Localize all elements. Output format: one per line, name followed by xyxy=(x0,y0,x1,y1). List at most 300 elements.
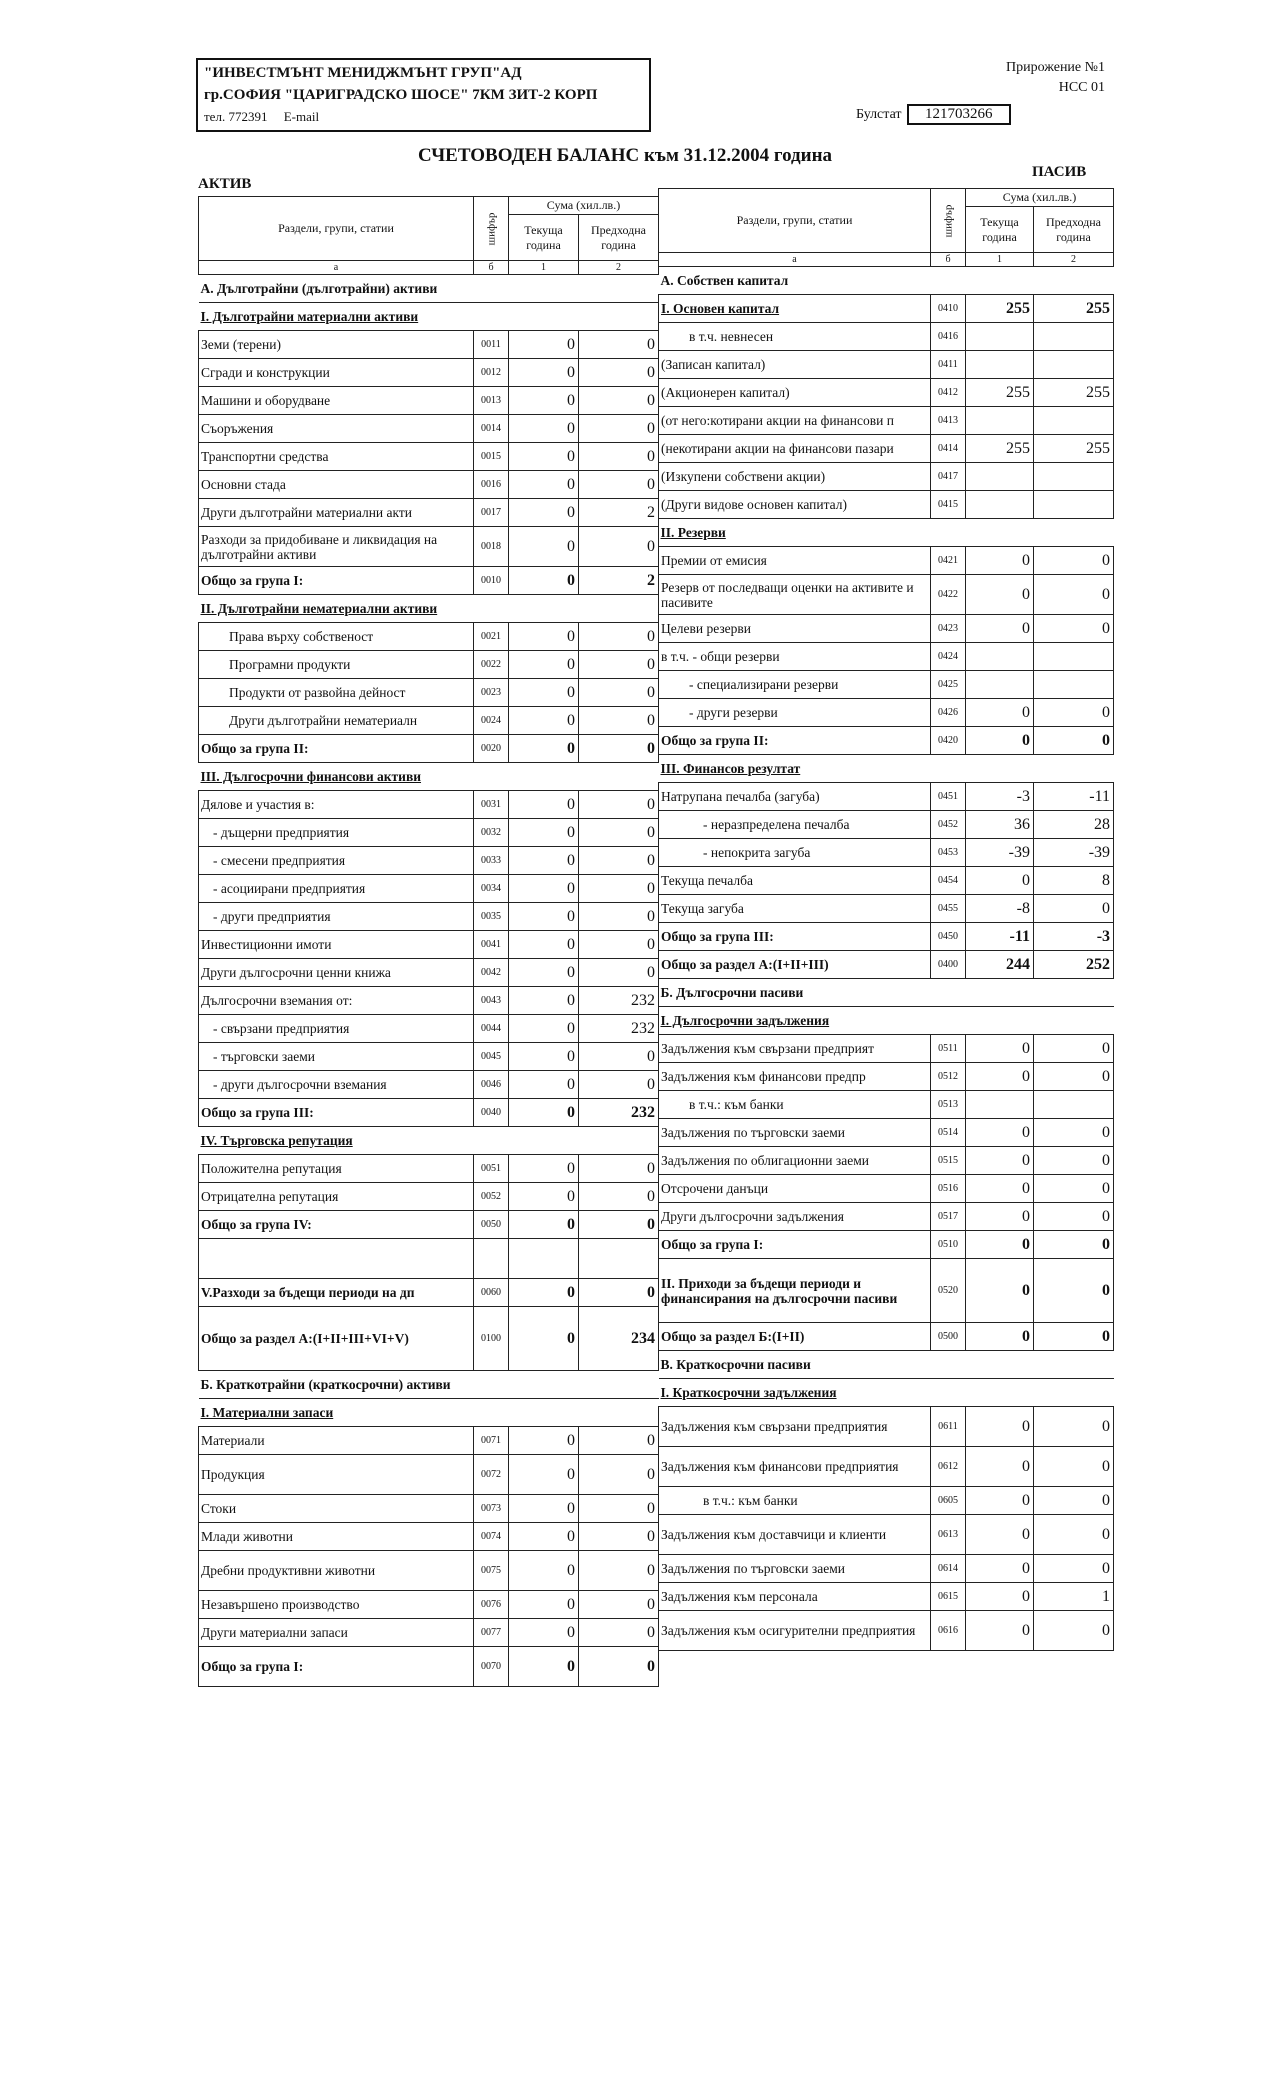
table-row xyxy=(199,1127,659,1155)
previous-year-value xyxy=(1034,491,1114,519)
row-label: Задължения към свързани предприятия xyxy=(659,1407,931,1447)
row-code: 0043 xyxy=(474,987,509,1015)
table-row xyxy=(199,679,659,707)
table-row xyxy=(199,1591,659,1619)
current-year-value: 0 xyxy=(509,1015,579,1043)
row-label: Общо за група III: xyxy=(659,923,931,951)
assets-table xyxy=(198,196,659,1687)
previous-year-value xyxy=(1034,463,1114,491)
bulstat xyxy=(856,104,1011,125)
current-year-value: 0 xyxy=(966,1147,1034,1175)
current-year-value xyxy=(966,351,1034,379)
table-row xyxy=(659,1119,1114,1147)
company-name: "ИНВЕСТМЪНТ МЕНИДЖМЪНТ ГРУП"АД xyxy=(204,65,522,81)
row-label: I. Основен капитал xyxy=(659,295,931,323)
table-row xyxy=(659,379,1114,407)
table-row xyxy=(199,791,659,819)
table-row xyxy=(199,1523,659,1551)
table-row xyxy=(199,959,659,987)
previous-year-value: 0 xyxy=(579,1455,659,1495)
current-year-value xyxy=(966,1091,1034,1119)
table-row xyxy=(199,1371,659,1399)
previous-year-value: 0 xyxy=(1034,699,1114,727)
row-label: - свързани предприятия xyxy=(199,1015,474,1043)
row-code: 0611 xyxy=(931,1407,966,1447)
row-label: Премии от емисия xyxy=(659,547,931,575)
previous-year-value: 0 xyxy=(1034,1487,1114,1515)
row-code: 0077 xyxy=(474,1619,509,1647)
row-code: 0451 xyxy=(931,783,966,811)
previous-year-value: 0 xyxy=(579,387,659,415)
row-code: 0034 xyxy=(474,875,509,903)
table-row xyxy=(659,1035,1114,1063)
table-row xyxy=(659,295,1114,323)
previous-year-value: 0 xyxy=(1034,1035,1114,1063)
table-row xyxy=(659,435,1114,463)
row-code: 0051 xyxy=(474,1155,509,1183)
row-code: 0024 xyxy=(474,707,509,735)
row-code: 0415 xyxy=(931,491,966,519)
idx-1: 1 xyxy=(509,261,579,275)
bulstat-value: 121703266 xyxy=(907,104,1011,125)
table-row xyxy=(659,1447,1114,1487)
previous-year-value: 0 xyxy=(579,903,659,931)
col-current-header: Текуща година xyxy=(509,215,579,261)
current-year-value: 0 xyxy=(966,1203,1034,1231)
previous-year-value: 232 xyxy=(579,1099,659,1127)
annex-note xyxy=(1006,58,1105,98)
row-code: 0044 xyxy=(474,1015,509,1043)
table-row xyxy=(659,867,1114,895)
previous-year-value: 0 xyxy=(579,1647,659,1687)
table-row xyxy=(659,839,1114,867)
row-code: 0615 xyxy=(931,1583,966,1611)
previous-year-value: 0 xyxy=(579,331,659,359)
idx-2: 2 xyxy=(579,261,659,275)
row-label: - други дългосрочни вземания xyxy=(199,1071,474,1099)
current-year-value xyxy=(966,463,1034,491)
row-code: 0517 xyxy=(931,1203,966,1231)
current-year-value: 255 xyxy=(966,379,1034,407)
current-year-value: 255 xyxy=(966,435,1034,463)
table-row xyxy=(199,1239,659,1279)
row-label: в т.ч. - общи резерви xyxy=(659,643,931,671)
row-code: 0612 xyxy=(931,1447,966,1487)
idx-code-right: б xyxy=(931,253,966,267)
table-row xyxy=(199,623,659,651)
assets-header: АКТИВ xyxy=(198,176,252,192)
current-year-value: 0 xyxy=(509,471,579,499)
current-year-value xyxy=(966,407,1034,435)
row-code: 0424 xyxy=(931,643,966,671)
previous-year-value: 0 xyxy=(579,1071,659,1099)
current-year-value: 0 xyxy=(966,727,1034,755)
current-year-value xyxy=(966,671,1034,699)
col-code-header xyxy=(474,197,509,261)
current-year-value: 0 xyxy=(509,1647,579,1687)
row-label: Задължения по облигационни заеми xyxy=(659,1147,931,1175)
current-year-value: 0 xyxy=(509,1619,579,1647)
row-code: 0422 xyxy=(931,575,966,615)
row-code: 0616 xyxy=(931,1611,966,1651)
current-year-value: 0 xyxy=(509,623,579,651)
table-row xyxy=(199,415,659,443)
current-year-value xyxy=(966,643,1034,671)
row-code: 0016 xyxy=(474,471,509,499)
liabilities-table xyxy=(658,188,1114,1651)
section-heading: I. Дълготрайни материални активи xyxy=(199,303,659,331)
row-code: 0515 xyxy=(931,1147,966,1175)
row-label: в т.ч. невнесен xyxy=(659,323,931,351)
previous-year-value: 28 xyxy=(1034,811,1114,839)
row-label: Задължения по търговски заеми xyxy=(659,1555,931,1583)
row-label: (Акционерен капитал) xyxy=(659,379,931,407)
previous-year-value: 0 xyxy=(579,651,659,679)
current-year-value: 0 xyxy=(966,575,1034,615)
row-label: Сгради и конструкции xyxy=(199,359,474,387)
table-row xyxy=(199,595,659,623)
company-contact xyxy=(204,106,643,128)
table-row xyxy=(659,1611,1114,1651)
col-amount-header: Сума (хил.лв.) xyxy=(509,197,659,215)
table-row xyxy=(659,323,1114,351)
row-label: - други предприятия xyxy=(199,903,474,931)
row-label: - други резерви xyxy=(659,699,931,727)
previous-year-value: 0 xyxy=(1034,1611,1114,1651)
row-code: 0605 xyxy=(931,1487,966,1515)
phone-label: тел. xyxy=(204,109,226,124)
table-row xyxy=(199,763,659,791)
table-row xyxy=(199,819,659,847)
previous-year-value: 252 xyxy=(1034,951,1114,979)
current-year-value: 0 xyxy=(509,1551,579,1591)
col-code-header-right xyxy=(931,189,966,253)
row-code: 0413 xyxy=(931,407,966,435)
section-heading: III. Дългосрочни финансови активи xyxy=(199,763,659,791)
current-year-value: 0 xyxy=(509,1279,579,1307)
section-heading: IV. Търговска репутация xyxy=(199,1127,659,1155)
row-label: - неразпределена печалба xyxy=(659,811,931,839)
row-label: - асоциирани предприятия xyxy=(199,875,474,903)
row-code: 0452 xyxy=(931,811,966,839)
table-row xyxy=(199,1619,659,1647)
row-label: Стоки xyxy=(199,1495,474,1523)
row-label: Продукция xyxy=(199,1455,474,1495)
previous-year-value: 0 xyxy=(1034,1259,1114,1323)
table-row xyxy=(659,519,1114,547)
previous-year-value: -39 xyxy=(1034,839,1114,867)
row-label: Отрицателна репутация xyxy=(199,1183,474,1211)
previous-year-value: 0 xyxy=(579,1495,659,1523)
row-label: Задължения към финансови предприятия xyxy=(659,1447,931,1487)
row-code: 0046 xyxy=(474,1071,509,1099)
current-year-value: 0 xyxy=(966,1175,1034,1203)
row-code: 0450 xyxy=(931,923,966,951)
previous-year-value xyxy=(1034,351,1114,379)
table-row xyxy=(199,1183,659,1211)
row-label: Общо за група I: xyxy=(199,1647,474,1687)
current-year-value: 0 xyxy=(966,1119,1034,1147)
row-label: Положителна репутация xyxy=(199,1155,474,1183)
section-heading: Б. Краткотрайни (краткосрочни) активи xyxy=(199,1371,659,1399)
current-year-value: -39 xyxy=(966,839,1034,867)
row-label: V.Разходи за бъдещи периоди на дп xyxy=(199,1279,474,1307)
table-row xyxy=(659,951,1114,979)
table-row xyxy=(199,1399,659,1427)
current-year-value: 0 xyxy=(509,1043,579,1071)
section-heading: II. Дълготрайни нематериални активи xyxy=(199,595,659,623)
current-year-value: 0 xyxy=(966,1063,1034,1091)
current-year-value: 0 xyxy=(509,443,579,471)
previous-year-value: 2 xyxy=(579,567,659,595)
current-year-value xyxy=(509,1239,579,1279)
previous-year-value: 8 xyxy=(1034,867,1114,895)
row-code: 0411 xyxy=(931,351,966,379)
table-row xyxy=(659,727,1114,755)
assets-body xyxy=(199,275,659,1687)
row-code: 0033 xyxy=(474,847,509,875)
current-year-value: 0 xyxy=(966,1259,1034,1323)
current-year-value: 0 xyxy=(509,875,579,903)
row-label: - смесени предприятия xyxy=(199,847,474,875)
table-row xyxy=(659,1515,1114,1555)
idx-a: а xyxy=(199,261,474,275)
row-code: 0614 xyxy=(931,1555,966,1583)
previous-year-value: 0 xyxy=(579,1619,659,1647)
row-label: Дългосрочни вземания от: xyxy=(199,987,474,1015)
table-row xyxy=(199,1071,659,1099)
previous-year-value: 0 xyxy=(579,471,659,499)
row-code: 0454 xyxy=(931,867,966,895)
row-code: 0500 xyxy=(931,1323,966,1351)
row-label: (некотирани акции на финансови пазари xyxy=(659,435,931,463)
previous-year-value: 0 xyxy=(1034,1147,1114,1175)
previous-year-value: 0 xyxy=(1034,1407,1114,1447)
previous-year-value: 0 xyxy=(579,359,659,387)
previous-year-value: 0 xyxy=(579,959,659,987)
table-row xyxy=(659,1323,1114,1351)
current-year-value: -3 xyxy=(966,783,1034,811)
previous-year-value: 0 xyxy=(1034,727,1114,755)
row-code: 0453 xyxy=(931,839,966,867)
current-year-value: 0 xyxy=(509,1099,579,1127)
row-label xyxy=(199,1239,474,1279)
current-year-value: 0 xyxy=(509,331,579,359)
row-label: в т.ч.: към банки xyxy=(659,1487,931,1515)
table-row xyxy=(659,1063,1114,1091)
previous-year-value: 0 xyxy=(579,623,659,651)
previous-year-value xyxy=(1034,643,1114,671)
previous-year-value: 232 xyxy=(579,987,659,1015)
current-year-value: 0 xyxy=(966,1323,1034,1351)
row-code: 0060 xyxy=(474,1279,509,1307)
current-year-value: 244 xyxy=(966,951,1034,979)
table-row xyxy=(199,275,659,303)
table-row xyxy=(659,1555,1114,1583)
previous-year-value: 0 xyxy=(1034,1555,1114,1583)
table-row xyxy=(659,979,1114,1007)
row-label: Задължения към осигурителни предприятия xyxy=(659,1611,931,1651)
previous-year-value: 0 xyxy=(579,735,659,763)
table-row xyxy=(659,1379,1114,1407)
row-code: 0516 xyxy=(931,1175,966,1203)
col-previous-header-right: Предходна година xyxy=(1034,207,1114,253)
row-label: Инвестиционни имоти xyxy=(199,931,474,959)
row-code: 0425 xyxy=(931,671,966,699)
section-heading: III. Финансов резултат xyxy=(659,755,1114,783)
row-label: II. Приходи за бъдещи периоди и финансирания на дългосрочни пасиви xyxy=(659,1259,931,1323)
row-label: Транспортни средства xyxy=(199,443,474,471)
table-row xyxy=(659,1147,1114,1175)
section-heading: Б. Дългосрочни пасиви xyxy=(659,979,1114,1007)
current-year-value: 0 xyxy=(966,1231,1034,1259)
row-label: Млади животни xyxy=(199,1523,474,1551)
row-code: 0020 xyxy=(474,735,509,763)
current-year-value: 0 xyxy=(509,567,579,595)
previous-year-value xyxy=(579,1239,659,1279)
previous-year-value: 0 xyxy=(1034,1447,1114,1487)
row-code: 0041 xyxy=(474,931,509,959)
previous-year-value: 255 xyxy=(1034,379,1114,407)
previous-year-value: 0 xyxy=(1034,1175,1114,1203)
table-row xyxy=(199,1211,659,1239)
row-code: 0400 xyxy=(931,951,966,979)
table-row xyxy=(199,1099,659,1127)
row-label: Задължения към финансови предпр xyxy=(659,1063,931,1091)
row-code: 0015 xyxy=(474,443,509,471)
row-code: 0052 xyxy=(474,1183,509,1211)
row-label: Материали xyxy=(199,1427,474,1455)
section-heading: А. Дълготрайни (дълготрайни) активи xyxy=(199,275,659,303)
table-row xyxy=(199,651,659,679)
previous-year-value: 0 xyxy=(579,1183,659,1211)
table-row xyxy=(659,463,1114,491)
col-code-text-right: шифър xyxy=(942,204,954,238)
row-code: 0512 xyxy=(931,1063,966,1091)
row-label: Общо за група I: xyxy=(199,567,474,595)
row-code: 0017 xyxy=(474,499,509,527)
previous-year-value: 232 xyxy=(579,1015,659,1043)
idx-a-right: а xyxy=(659,253,931,267)
row-code: 0032 xyxy=(474,819,509,847)
row-label: Земи (терени) xyxy=(199,331,474,359)
current-year-value: 0 xyxy=(509,959,579,987)
table-row xyxy=(199,567,659,595)
row-label: - дъщерни предприятия xyxy=(199,819,474,847)
current-year-value: 0 xyxy=(509,1071,579,1099)
row-label: Задължения към свързани предприят xyxy=(659,1035,931,1063)
table-row xyxy=(659,923,1114,951)
row-code: 0514 xyxy=(931,1119,966,1147)
current-year-value: 255 xyxy=(966,295,1034,323)
previous-year-value: 0 xyxy=(579,791,659,819)
row-label: Общо за група IV: xyxy=(199,1211,474,1239)
previous-year-value: 0 xyxy=(579,1591,659,1619)
current-year-value: 0 xyxy=(509,847,579,875)
section-heading: II. Резерви xyxy=(659,519,1114,547)
current-year-value xyxy=(966,323,1034,351)
table-row xyxy=(659,615,1114,643)
row-code: 0021 xyxy=(474,623,509,651)
row-label: Общо за група II: xyxy=(659,727,931,755)
row-label: Текуща загуба xyxy=(659,895,931,923)
section-heading: I. Дългосрочни задължения xyxy=(659,1007,1114,1035)
section-heading: I. Краткосрочни задължения xyxy=(659,1379,1114,1407)
col-code-text: шифър xyxy=(485,212,497,246)
table-row xyxy=(659,1351,1114,1379)
table-row xyxy=(659,671,1114,699)
previous-year-value: 0 xyxy=(579,1211,659,1239)
previous-year-value: 0 xyxy=(1034,615,1114,643)
row-label: Продукти от развойна дейност xyxy=(199,679,474,707)
previous-year-value: 1 xyxy=(1034,1583,1114,1611)
current-year-value: 0 xyxy=(509,387,579,415)
current-year-value: 0 xyxy=(966,1611,1034,1651)
phone-value: 772391 xyxy=(228,109,268,124)
row-label: Дребни продуктивни животни xyxy=(199,1551,474,1591)
table-row xyxy=(199,1551,659,1591)
table-row xyxy=(199,875,659,903)
row-code: 0010 xyxy=(474,567,509,595)
table-row xyxy=(199,1015,659,1043)
row-code: 0423 xyxy=(931,615,966,643)
previous-year-value: 255 xyxy=(1034,435,1114,463)
current-year-value: 0 xyxy=(966,1035,1034,1063)
table-row xyxy=(659,575,1114,615)
idx-code: б xyxy=(474,261,509,275)
previous-year-value: 0 xyxy=(579,931,659,959)
row-code: 0073 xyxy=(474,1495,509,1523)
section-heading: В. Краткосрочни пасиви xyxy=(659,1351,1114,1379)
row-code: 0076 xyxy=(474,1591,509,1619)
col-sections-header-right: Раздели, групи, статии xyxy=(659,189,931,253)
current-year-value: 0 xyxy=(509,735,579,763)
row-label: - непокрита загуба xyxy=(659,839,931,867)
row-label: Общо за раздел Б:(I+II) xyxy=(659,1323,931,1351)
table-row xyxy=(659,783,1114,811)
row-code: 0426 xyxy=(931,699,966,727)
idx-2-right: 2 xyxy=(1034,253,1114,267)
current-year-value: 0 xyxy=(509,819,579,847)
row-label: Други дългосрочни ценни книжа xyxy=(199,959,474,987)
table-row xyxy=(199,331,659,359)
row-code: 0075 xyxy=(474,1551,509,1591)
row-label: Права върху собственост xyxy=(199,623,474,651)
table-row xyxy=(659,895,1114,923)
table-row xyxy=(199,1043,659,1071)
row-code: 0412 xyxy=(931,379,966,407)
previous-year-value: 0 xyxy=(1034,1231,1114,1259)
previous-year-value xyxy=(1034,1091,1114,1119)
table-row xyxy=(659,1231,1114,1259)
table-row xyxy=(659,491,1114,519)
previous-year-value: 0 xyxy=(1034,1119,1114,1147)
row-code: 0455 xyxy=(931,895,966,923)
liabilities-header: ПАСИВ xyxy=(1032,164,1087,180)
table-row xyxy=(659,1091,1114,1119)
row-code: 0420 xyxy=(931,727,966,755)
table-row xyxy=(659,1487,1114,1515)
previous-year-value: 0 xyxy=(1034,1203,1114,1231)
row-code: 0072 xyxy=(474,1455,509,1495)
current-year-value: 0 xyxy=(509,1495,579,1523)
previous-year-value: 0 xyxy=(579,875,659,903)
table-row xyxy=(659,811,1114,839)
previous-year-value: 0 xyxy=(579,679,659,707)
table-row xyxy=(199,1427,659,1455)
table-row xyxy=(199,707,659,735)
previous-year-value: 0 xyxy=(579,443,659,471)
